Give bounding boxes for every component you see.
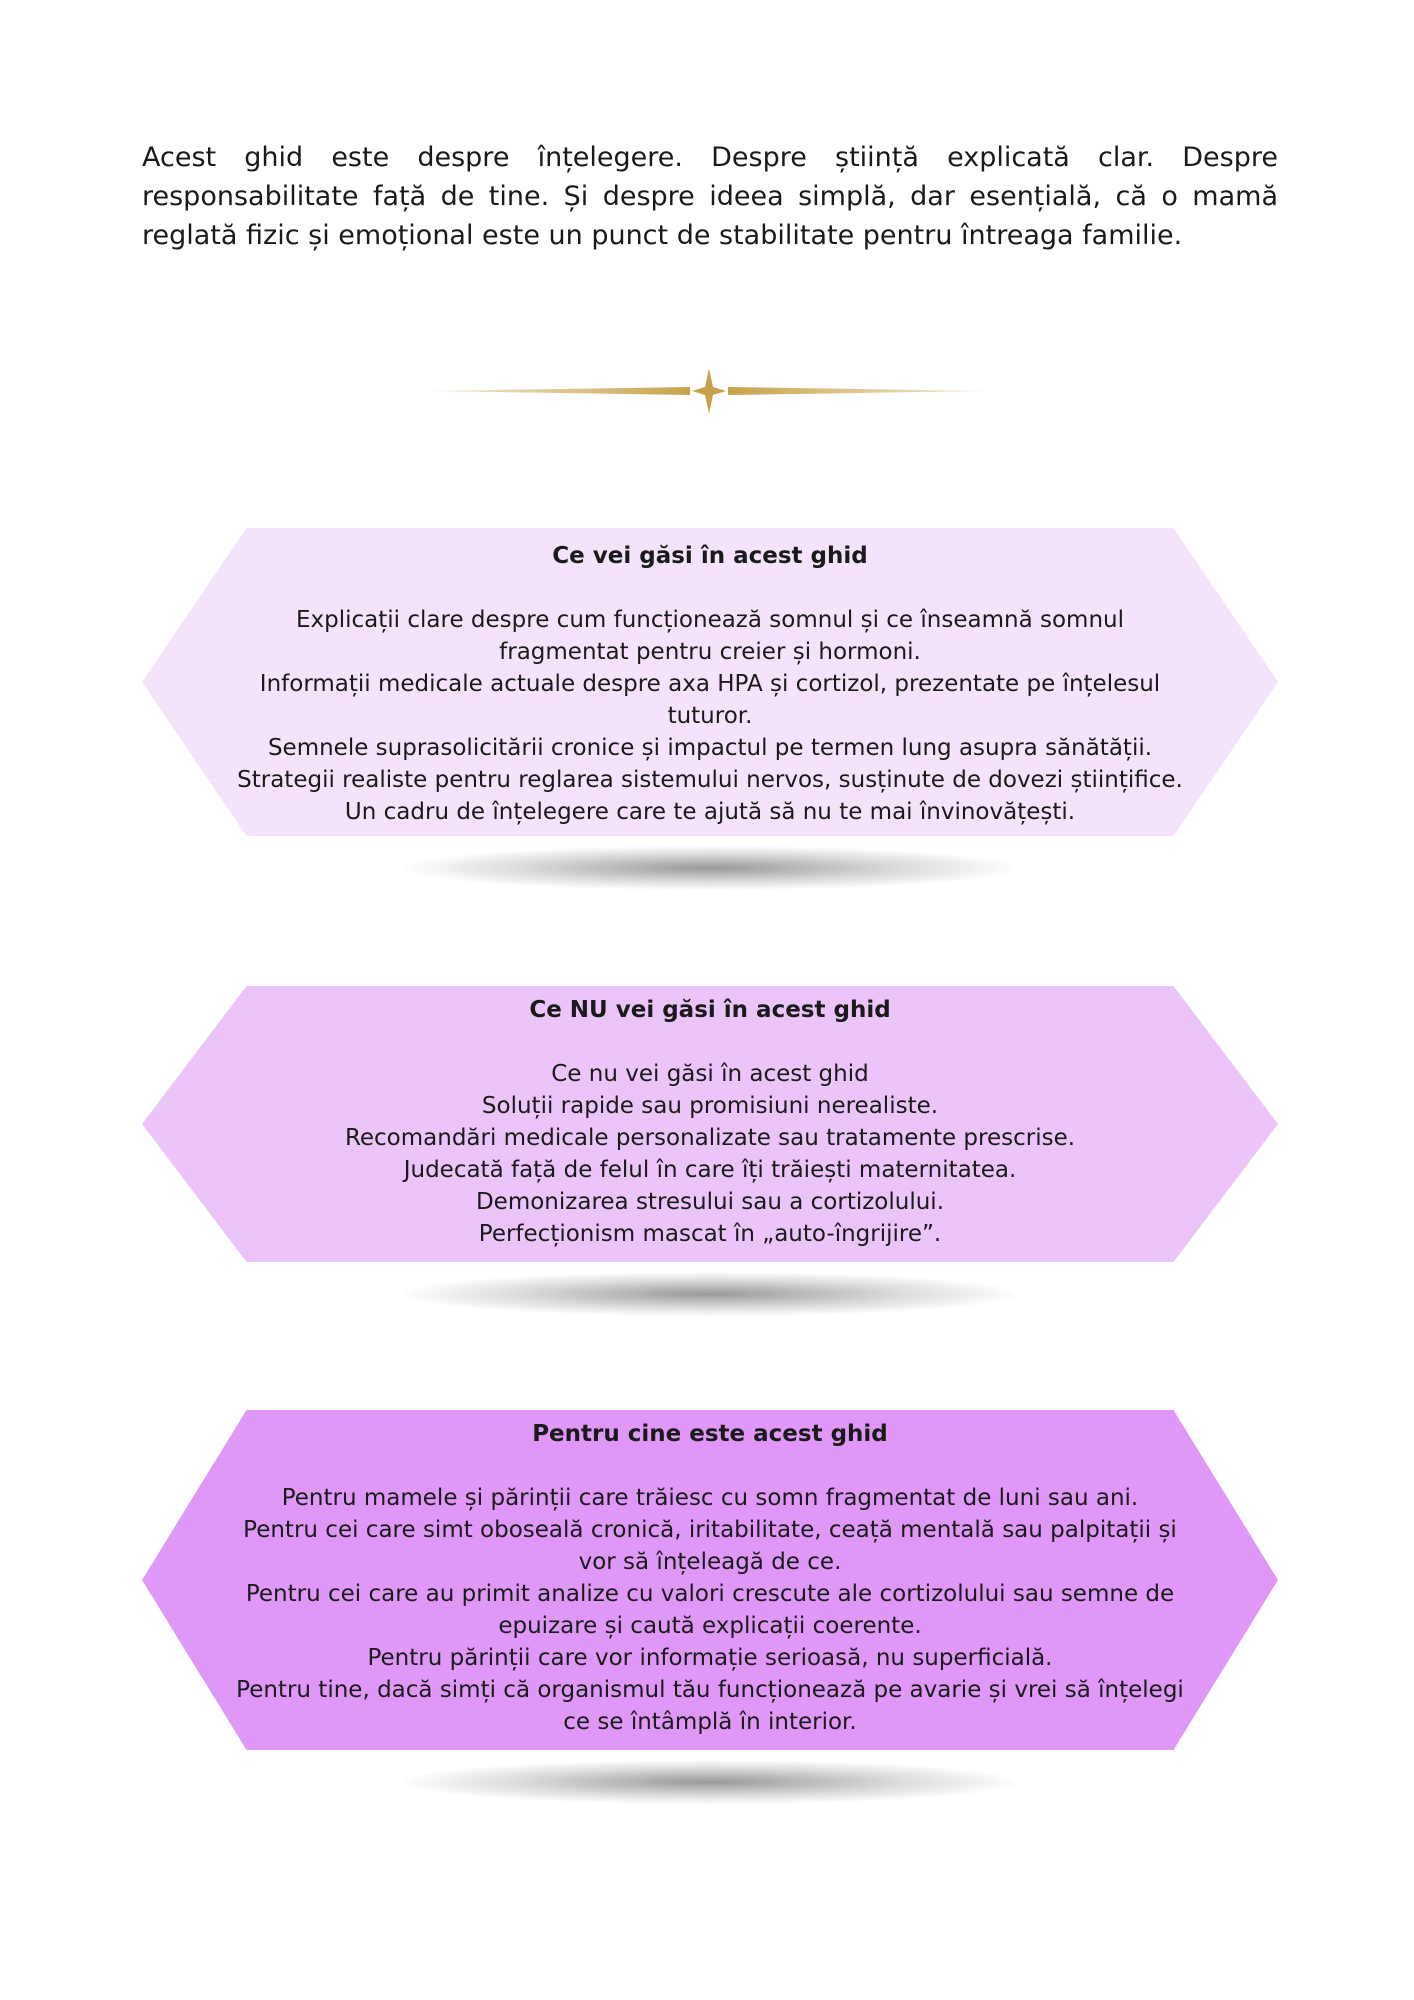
- list-item: Pentru părinții care vor informație serioasă, nu superficială.: [367, 1645, 1053, 1671]
- section-content: [142, 540, 1278, 828]
- intro-paragraph: Acest ghid este despre înțelegere. Despre știință explicată clar. Despre responsabilitate față de tine. Și despre ideea simplă, dar esențială, că o mamă reglată fizic și emoțional este un punct de stabilitate pentru întreaga familie.: [142, 142, 1278, 251]
- list-item: Explicații clare despre cum funcționează somnul și ce înseamnă somnul fragmentat pentru creier și hormoni.: [296, 607, 1124, 665]
- list-item: Pentru cei care au primit analize cu valori crescute ale cortizolului sau semne de epuizare și caută explicații coerente.: [245, 1581, 1175, 1639]
- list-item: Ce nu vei găsi în acest ghid: [551, 1061, 869, 1087]
- hexagon-shadow: [402, 846, 1018, 890]
- section-title: Pentru cine este acest ghid: [532, 1421, 888, 1447]
- sparkle-star-icon: [692, 368, 726, 414]
- list-item: Strategii realiste pentru reglarea sistemului nervos, susținute de dovezi științifice.: [237, 767, 1183, 793]
- hexagon-shadow: [402, 1760, 1018, 1804]
- section-content: [142, 1418, 1278, 1738]
- list-item: Semnele suprasolicitării cronice și impactul pe termen lung asupra sănătății.: [267, 735, 1153, 761]
- hexagon-shadow: [402, 1272, 1018, 1316]
- list-item: Pentru cei care simt oboseală cronică, iritabilitate, ceață mentală sau palpitații și vor să înțeleagă de ce.: [243, 1517, 1177, 1575]
- list-item: Demonizarea stresului sau a cortizolului.: [475, 1189, 945, 1215]
- list-item: Recomandări medicale personalizate sau tratamente prescrise.: [344, 1125, 1076, 1151]
- list-item: Pentru mamele și părinții care trăiesc cu somn fragmentat de luni sau ani.: [281, 1485, 1139, 1511]
- list-item: Judecată față de felul în care îți trăiești maternitatea.: [403, 1157, 1017, 1183]
- section-title: Ce NU vei găsi în acest ghid: [529, 997, 891, 1023]
- divider-line-left: [428, 387, 690, 395]
- section-title: Ce vei găsi în acest ghid: [552, 543, 868, 569]
- list-item: Pentru tine, dacă simți că organismul tău funcționează pe avarie și vrei să înțelegi ce se întâmplă în interior.: [236, 1677, 1184, 1735]
- list-item: Soluții rapide sau promisiuni nerealiste.: [481, 1093, 939, 1119]
- list-item: Perfecționism mascat în „auto-îngrijire”.: [478, 1221, 942, 1247]
- list-item: Un cadru de înțelegere care te ajută să nu te mai învinovățești.: [344, 799, 1076, 825]
- divider: [428, 366, 990, 416]
- section-content: [142, 994, 1278, 1250]
- divider-line-right: [728, 387, 990, 395]
- list-item: Informații medicale actuale despre axa HPA și cortizol, prezentate pe înțelesul tuturor.: [259, 671, 1161, 729]
